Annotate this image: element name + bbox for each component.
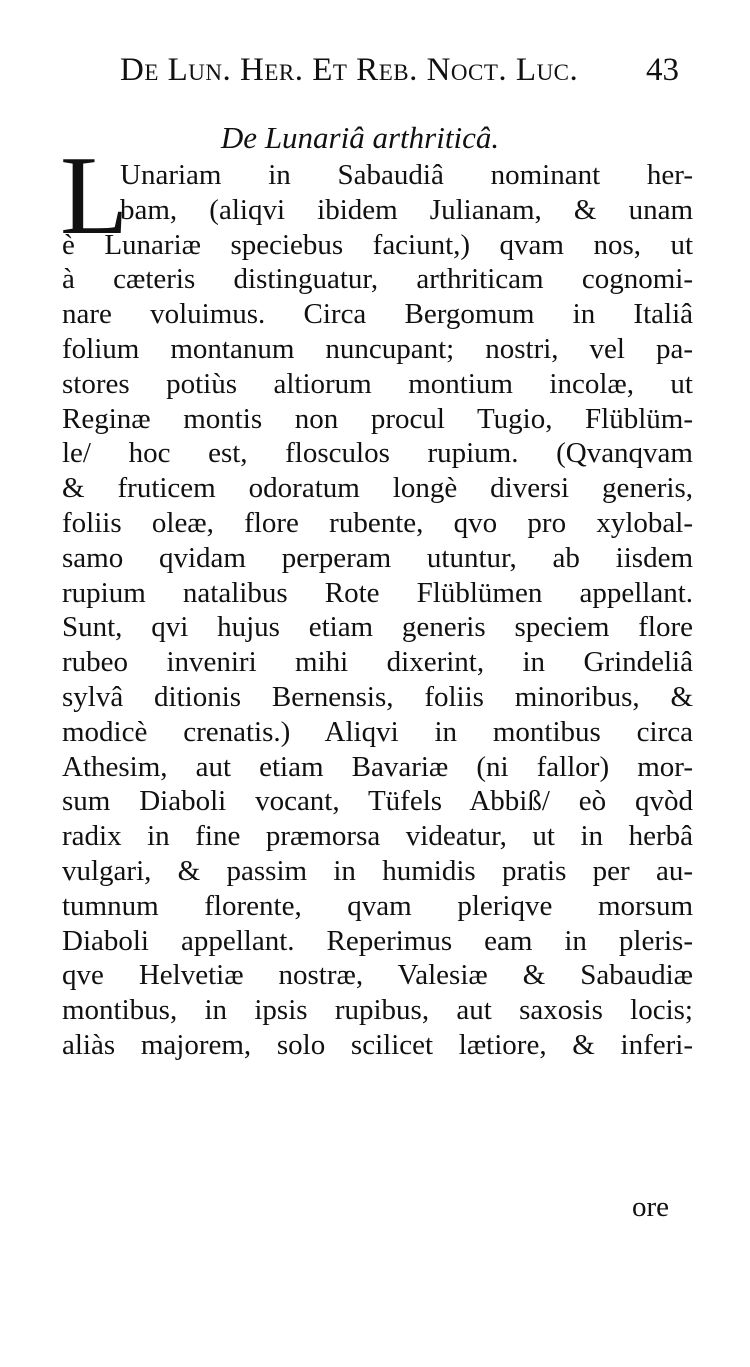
page-header	[0, 48, 750, 92]
text-line: Sunt, qvi hujus etiam generis speciem flore	[62, 611, 693, 644]
text-line: Unariam in Sabaudiâ nominant her-	[120, 159, 693, 191]
text-line: à cæteris distinguatur, arthriticam cognomi-	[62, 263, 693, 296]
section-title: De Lunariâ arthriticâ.	[220, 120, 500, 155]
page-number: 43	[646, 52, 679, 88]
text-line: tumnum florente, qvam pleriqve morsum	[62, 889, 693, 922]
text-line: rupium natalibus Rote Flüblümen appellant.	[62, 576, 693, 609]
text-line: bam, (aliqvi ibidem Julianam, & unam	[120, 193, 693, 226]
text-line: le/ hoc est, flosculos rupium. (Qvanqvam	[62, 437, 693, 470]
text-line: Diaboli appellant. Reperimus eam in pleris-	[62, 924, 693, 957]
text-line: folium montanum nuncupant; nostri, vel pa-	[62, 333, 693, 365]
text-line: è Lunariæ speciebus faciunt,) qvam nos, ut	[62, 228, 693, 261]
catchword: ore	[632, 1191, 670, 1223]
text-line: foliis oleæ, flore rubente, qvo pro xylobal-	[62, 507, 693, 539]
text-line: & fruticem odoratum longè diversi generis,	[62, 472, 693, 505]
text-line: sum Diaboli vocant, Tüfels Abbiß/ eò qvòd	[62, 785, 693, 818]
text-line: Athesim, aut etiam Bavariæ (ni fallor) mor-	[62, 750, 693, 783]
running-head: De Lun. Her. Et Reb. Noct. Luc.	[120, 52, 579, 88]
text-line: samo qvidam perperam utuntur, ab iisdem	[62, 541, 693, 574]
text-line: modicè crenatis.) Aliqvi in montibus circa	[62, 715, 693, 748]
text-line: radix in fine præmorsa videatur, ut in herbâ	[62, 820, 693, 853]
text-line: aliàs majorem, solo scilicet lætiore, & inferi-	[62, 1029, 693, 1061]
text-line: nare voluimus. Circa Bergomum in Italiâ	[62, 298, 693, 331]
text-line: Reginæ montis non procul Tugio, Flüblüm-	[62, 402, 693, 435]
text-line: qve Helvetiæ nostræ, Valesiæ & Sabaudiæ	[62, 959, 693, 992]
text-line: rubeo inveniri mihi dixerint, in Grindeliâ	[62, 646, 693, 679]
text-line: vulgari, & passim in humidis pratis per au-	[62, 855, 693, 887]
drop-cap: L	[60, 134, 129, 258]
text-line: stores potiùs altiorum montium incolæ, ut	[62, 367, 693, 400]
text-line: montibus, in ipsis rupibus, aut saxosis locis;	[62, 994, 693, 1027]
text-line: sylvâ ditionis Bernensis, foliis minoribus, &	[62, 681, 693, 713]
